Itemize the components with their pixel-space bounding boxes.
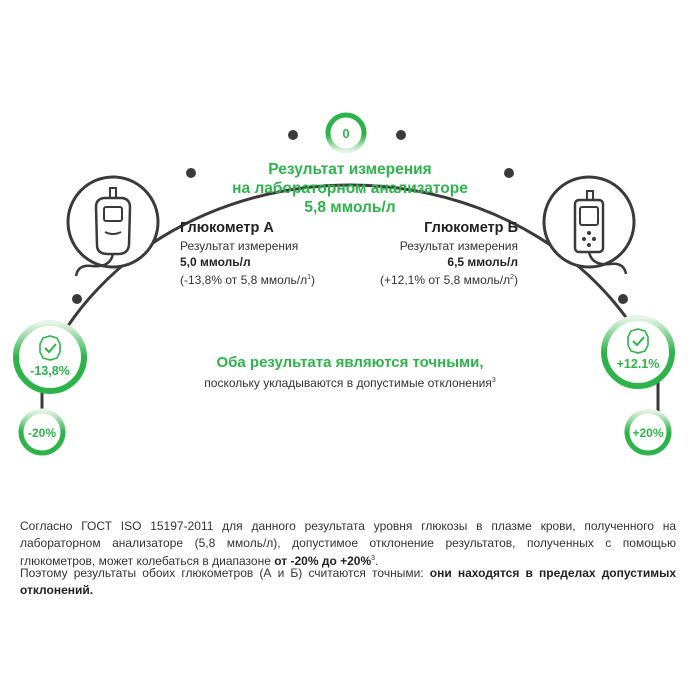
footer-p2-text: Поэтому результаты обоих глюкометров (А и Б) считаются точными: [20,566,430,580]
lab-line-1: Результат измерения [268,161,432,178]
footer-p1-note: 3 [371,555,376,562]
meter-b-close: ) [514,273,518,287]
footer-p1-bold: от -20% до +20% [274,554,372,568]
meter-b-note: 2 [510,274,514,281]
left-limit-label: -20% [27,426,57,440]
glucometer-b-icon [544,177,634,274]
meter-a-deviation: (-13,8% от 5,8 ммоль/л [180,273,308,287]
footer-p1-text: Согласно ГОСТ ISO 15197-2011 для данного результата уровня глюкозы в плазме крови, полученного на лабораторном анализаторе (5,8 ммоль/л), допустимое отклонение результатов, полученных с помощью глюкометров, может колебаться в диапазоне [20,519,676,568]
verdict-sub-line [100,373,600,391]
footer-paragraph-2 [20,565,676,598]
glucometer-a-icon [68,177,158,276]
verdict-block [100,353,600,391]
meter-b-value: 6,5 ммоль/л [447,255,518,269]
footer-paragraph-1 [20,518,676,570]
right-limit-badge [627,411,669,453]
arc-dot [618,294,628,304]
right-limit-label: +20% [632,426,664,440]
verdict-note: 3 [491,377,496,384]
lab-result-title [150,160,550,217]
left-result-label: -13,8% [30,364,70,378]
meter-b-label: Результат измерения [399,239,518,253]
verdict-sub: поскольку укладываются в допустимые отклонения [204,376,492,390]
meter-b-block [330,218,518,288]
lab-line-2: на лабораторном анализаторе [232,180,468,197]
left-limit-badge [21,411,63,453]
left-result-badge [16,323,84,391]
meter-a-close: ) [311,273,316,287]
right-result-label: +12.1% [616,357,660,371]
meter-a-name: Глюкометр А [180,220,274,236]
meter-a-label: Результат измерения [180,239,299,253]
footer-p1-end: . [375,554,379,568]
meter-b-name: Глюкометр Б [424,220,518,236]
arc-dot [396,130,406,140]
verdict-main: Оба результата являются точными, [216,354,484,371]
meter-a-note: 1 [307,274,312,281]
center-badge-label: 0 [342,126,350,141]
meter-a-value: 5,0 ммоль/л [180,255,251,269]
meter-b-deviation-line [330,270,518,288]
arc-dot [288,130,298,140]
right-result-badge [604,318,672,386]
meter-b-deviation: (+12,1% от 5,8 ммоль/л [379,273,511,287]
footer-p2-bold: они находятся в пределах допустимых отклонений. [20,566,676,597]
lab-line-3: 5,8 ммоль/л [304,199,396,216]
center-zero-badge [328,115,364,151]
arc-dot [72,294,82,304]
